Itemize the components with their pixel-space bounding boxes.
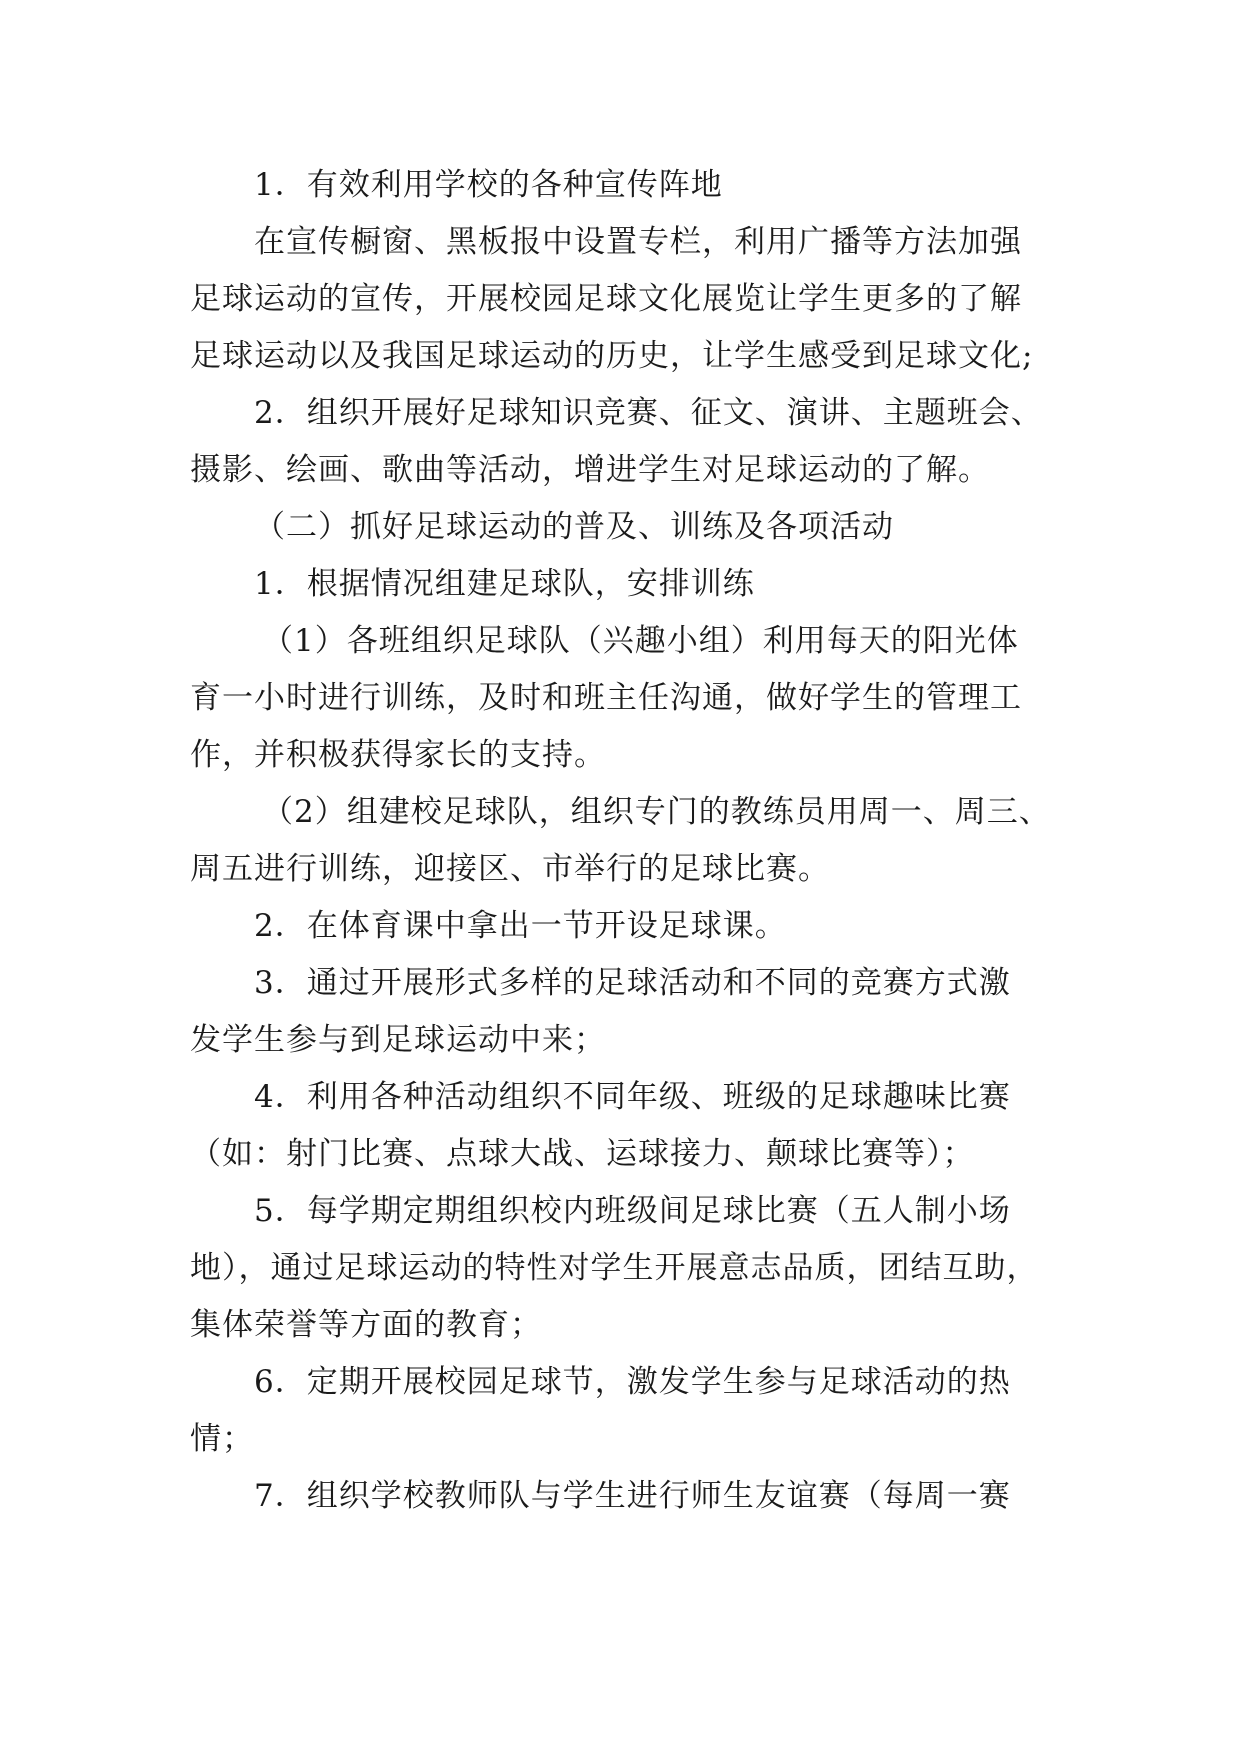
- paragraph-line: 2．组织开展好足球知识竞赛、征文、演讲、主题班会、: [254, 395, 1043, 431]
- paragraph-line: 5．每学期定期组织校内班级间足球比赛（五人制小场: [254, 1193, 1011, 1229]
- paragraph-line: 足球运动以及我国足球运动的历史，让学生感受到足球文化;: [190, 338, 1034, 374]
- paragraph-line: （2）组建校足球队，组织专门的教练员用周一、周三、: [262, 794, 1051, 830]
- paragraph-line: （1）各班组织足球队（兴趣小组）利用每天的阳光体: [262, 623, 1019, 659]
- paragraph-line: 足球运动的宣传，开展校园足球文化展览让学生更多的了解: [190, 281, 1022, 317]
- paragraph-line: 育一小时进行训练，及时和班主任沟通，做好学生的管理工: [190, 680, 1022, 716]
- paragraph-line: 摄影、绘画、歌曲等活动，增进学生对足球运动的了解。: [190, 452, 990, 488]
- paragraph-line: （如：射门比赛、点球大战、运球接力、颠球比赛等）；: [190, 1136, 975, 1172]
- paragraph-line: 周五进行训练，迎接区、市举行的足球比赛。: [190, 851, 830, 887]
- paragraph-line: 作，并积极获得家长的支持。: [190, 737, 606, 773]
- paragraph-line: 情；: [190, 1421, 254, 1457]
- paragraph-line: 3．通过开展形式多样的足球活动和不同的竞赛方式激: [254, 965, 1011, 1001]
- paragraph-line: 地），通过足球运动的特性对学生开展意志品质，团结互助，: [190, 1250, 1039, 1286]
- paragraph-line: 6．定期开展校园足球节，激发学生参与足球活动的热: [254, 1364, 1011, 1400]
- paragraph-line: 在宣传橱窗、黑板报中设置专栏，利用广播等方法加强: [254, 224, 1022, 260]
- section-heading: （二）抓好足球运动的普及、训练及各项活动: [254, 509, 894, 545]
- heading-publicity-positions: 1．有效利用学校的各种宣传阵地: [254, 167, 723, 203]
- paragraph-line: 7．组织学校教师队与学生进行师生友谊赛（每周一赛: [254, 1478, 1011, 1514]
- paragraph-line: 发学生参与到足球运动中来；: [190, 1022, 606, 1058]
- paragraph-line: 1．根据情况组建足球队，安排训练: [254, 566, 755, 602]
- paragraph-line: 集体荣誉等方面的教育；: [190, 1307, 542, 1343]
- paragraph-line: 2．在体育课中拿出一节开设足球课。: [254, 908, 787, 944]
- paragraph-line: 4．利用各种活动组织不同年级、班级的足球趣味比赛: [254, 1079, 1011, 1115]
